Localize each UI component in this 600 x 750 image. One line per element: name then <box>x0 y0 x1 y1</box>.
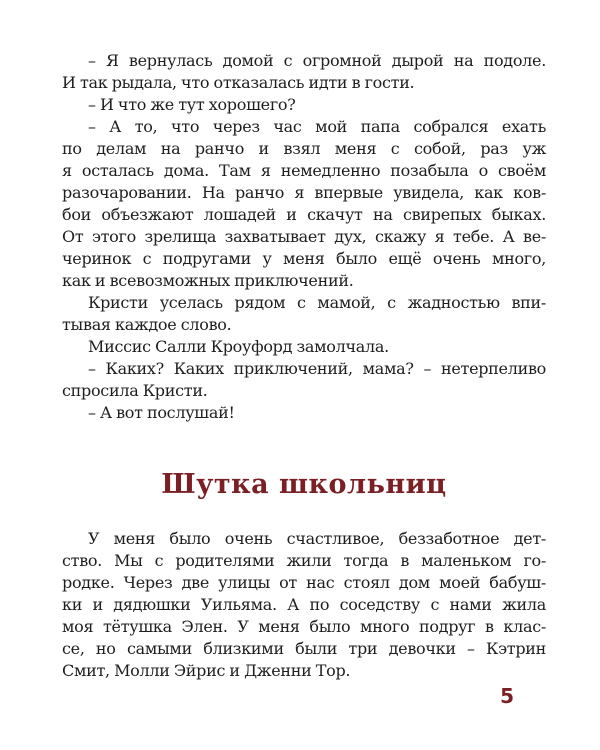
text-line: спросила Кристи. <box>62 381 208 400</box>
text-line: разочаровании. На ранчо я впервые увидела, как ков- <box>62 183 546 202</box>
text-line: – А вот послушай! <box>88 403 235 422</box>
text-line: ки и дядюшки Уильяма. А по соседству с нами жила <box>62 595 546 614</box>
book-page <box>62 50 546 682</box>
text-line: родке. Через две улицы от нас стоял дом моей бабуш- <box>62 573 546 592</box>
text-line: тывая каждое слово. <box>62 315 232 334</box>
text-line: как и всевозможных приключений. <box>62 271 354 290</box>
text-line: – Каких? Каких приключений, мама? – нетерпеливо <box>88 359 546 378</box>
text-line: моя тётушка Элен. У меня было много подруг в клас- <box>62 617 546 636</box>
text-line: От этого зрелища захватывает дух, скажу я тебе. А ве- <box>62 227 546 246</box>
text-line: И так рыдала, что отказалась идти в гости. <box>62 73 415 92</box>
chapter-text <box>62 528 546 682</box>
text-line: я осталась дома. Там я немедленно позабыла о своём <box>62 161 546 180</box>
text-line: Смит, Молли Эйрис и Дженни Тор. <box>62 661 351 680</box>
text-line: ство. Мы с родителями жили тогда в маленьком го- <box>62 551 546 570</box>
text-line: – Я вернулась домой с огромной дырой на подоле. <box>88 51 546 70</box>
story-ending <box>62 50 546 424</box>
page-number: 5 <box>500 684 514 708</box>
text-line: – И что же тут хорошего? <box>88 95 296 114</box>
spacer <box>62 424 546 469</box>
text-line: У меня было очень счастливое, беззаботное дет- <box>88 529 546 548</box>
text-line: Кристи уселась рядом с мамой, с жадностью впи- <box>88 293 546 312</box>
text-line: бои объезжают лошадей и скачут на свирепых быках. <box>62 205 546 224</box>
spacer <box>62 503 546 528</box>
text-line: по делам на ранчо и взял меня с собой, раз уж <box>62 139 546 158</box>
text-line: черинок с подругами у меня было ещё очень много, <box>62 249 546 268</box>
text-line: – А то, что через час мой папа собрался ехать <box>88 117 546 136</box>
text-line: се, но самыми близкими были три девочки – Кэтрин <box>62 639 546 658</box>
chapter-title: Шутка школьниц <box>161 469 447 500</box>
text-line: Миссис Салли Кроуфорд замолчала. <box>88 337 389 356</box>
